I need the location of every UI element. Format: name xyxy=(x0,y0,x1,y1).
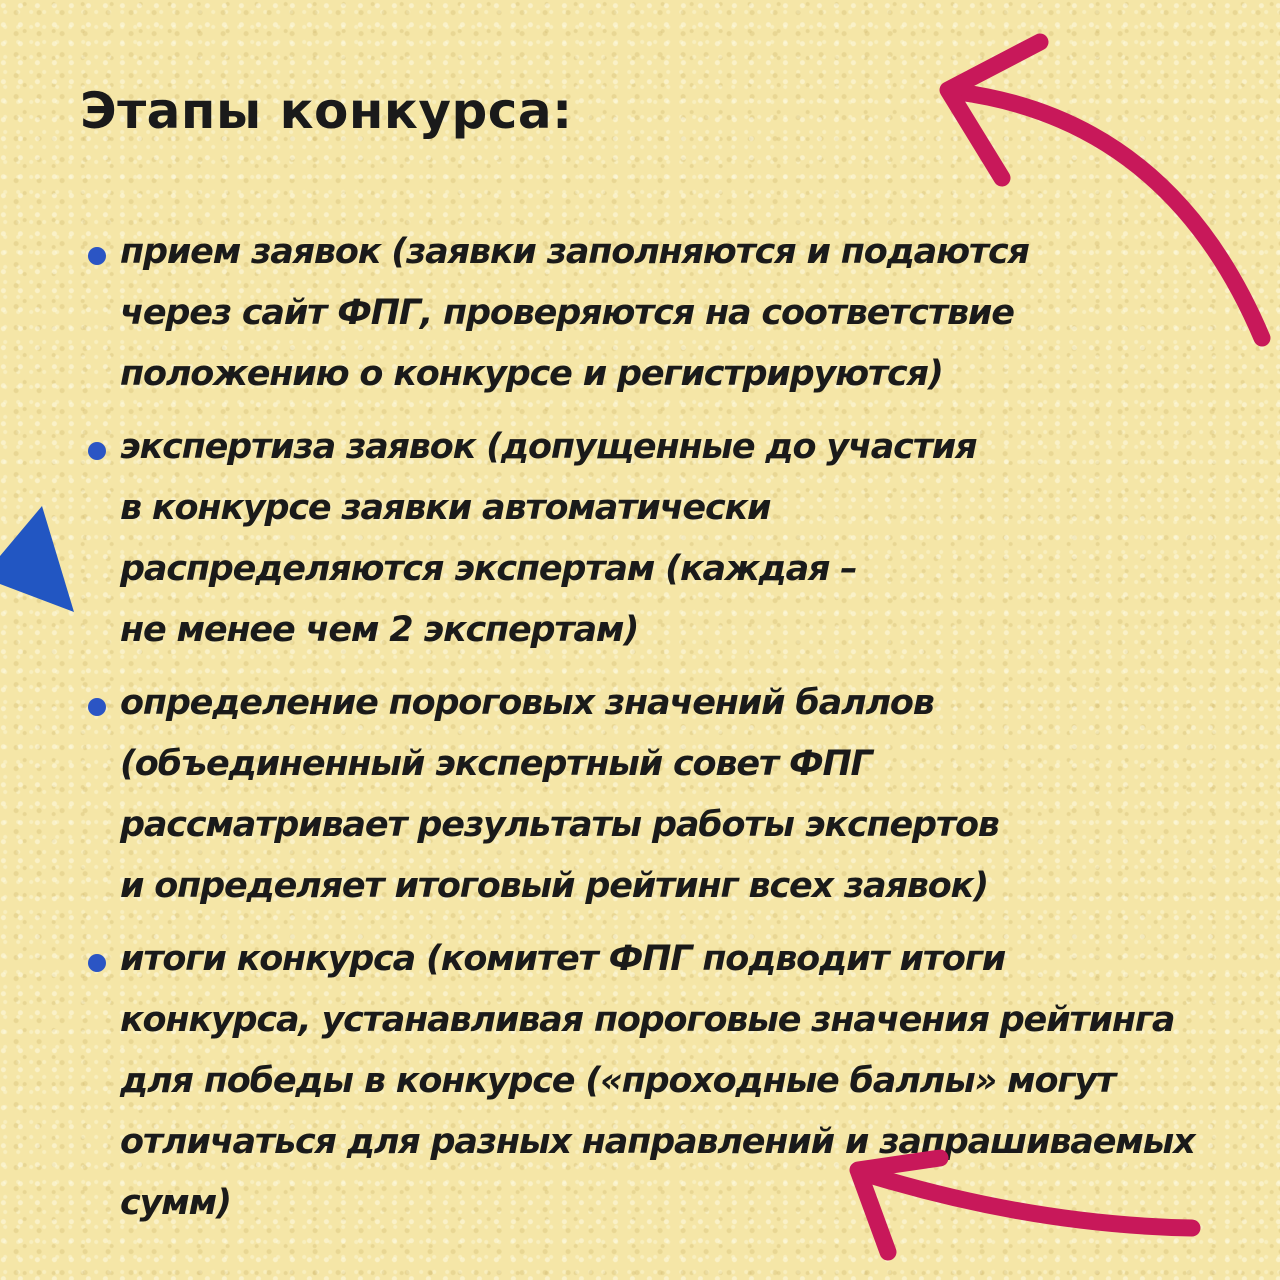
arrow-top-right-icon xyxy=(948,42,1262,338)
step-text: прием заявок (заявки заполняются и подаются через сайт ФПГ, проверяются на соответствие положению о конкурсе и регистрируются) xyxy=(120,232,1029,394)
step-text: определение пороговых значений баллов (объединенный экспертный совет ФПГ рассматривает результаты работы экспертов и определяет итоговый рейтинг всех заявок) xyxy=(120,683,999,906)
step-text: экспертиза заявок (допущенные до участия в конкурсе заявки автоматически распределяются экспертам (каждая – не менее чем 2 экспертам) xyxy=(120,427,977,650)
triangle-left-icon xyxy=(0,506,74,612)
step-text: итоги конкурса (комитет ФПГ подводит итоги конкурса, устанавливая пороговые значения рейтинга для победы в конкурсе («проходные баллы» могут отличаться для разных направлений и запрашиваемых сумм) xyxy=(120,939,1195,1223)
page-title: Этапы конкурса: xyxy=(80,82,573,140)
arrow-bottom-right-icon xyxy=(858,1158,1192,1252)
